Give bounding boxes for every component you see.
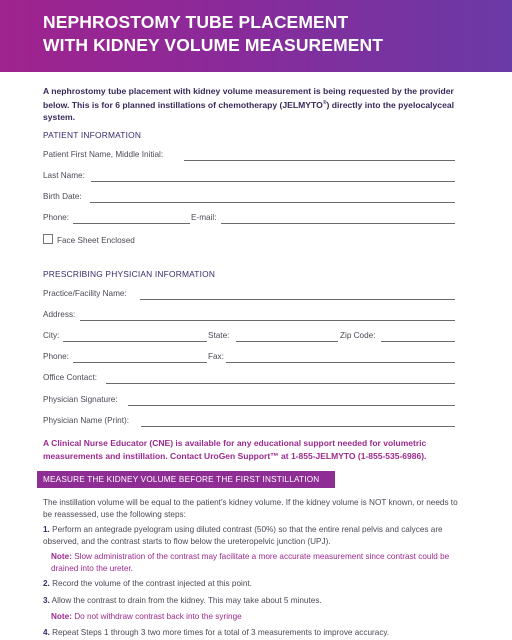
first-name-label: Patient First Name, Middle Initial: bbox=[43, 150, 164, 159]
office-contact-field[interactable] bbox=[106, 383, 455, 384]
patient-email-label: E-mail: bbox=[191, 213, 217, 222]
page-title-line2: WITH KIDNEY VOLUME MEASUREMENT bbox=[43, 35, 384, 55]
patient-phone-field[interactable] bbox=[73, 223, 190, 224]
physician-name-row bbox=[43, 416, 455, 429]
first-name-row bbox=[43, 150, 455, 163]
step-4 bbox=[43, 627, 463, 639]
city-state-zip-row bbox=[43, 331, 455, 344]
note-2-text: Do not withdraw contrast back into the syringe bbox=[74, 612, 242, 621]
intro-text-end: ) directly into the pyelocalyceal system. bbox=[43, 100, 455, 123]
page-title-line1: NEPHROSTOMY TUBE PLACEMENT bbox=[43, 12, 349, 32]
signature-row bbox=[43, 395, 455, 408]
measure-intro: The instillation volume will be equal to the patient's kidney volume. If the kidney volume is NOT known, or needs to be reassessed, use the following steps: bbox=[43, 498, 458, 519]
face-sheet-option[interactable] bbox=[43, 234, 135, 245]
address-label: Address: bbox=[43, 310, 76, 319]
face-sheet-checkbox[interactable] bbox=[43, 234, 53, 244]
note-2 bbox=[51, 611, 463, 623]
city-field[interactable] bbox=[63, 341, 207, 342]
measure-heading: MEASURE THE KIDNEY VOLUME BEFORE THE FIRST INSTILLATION bbox=[43, 475, 320, 484]
birth-date-row bbox=[43, 192, 455, 205]
phone-fax-row bbox=[43, 352, 455, 365]
patient-email-field[interactable] bbox=[221, 223, 455, 224]
phone-email-row bbox=[43, 213, 455, 226]
step-2-text: Record the volume of the contrast injected at this point. bbox=[52, 579, 252, 588]
intro-paragraph bbox=[43, 85, 467, 124]
last-name-label: Last Name: bbox=[43, 171, 85, 180]
registered-mark: ® bbox=[322, 100, 327, 107]
last-name-field[interactable] bbox=[91, 181, 455, 182]
physician-name-field[interactable] bbox=[141, 426, 455, 427]
cne-notice: A Clinical Nurse Educator (CNE) is available for any educational support needed for volumetric measurements and instillation. Contact UroGen Support™ at 1-855-JELMYTO (1-855-535-6986). bbox=[43, 438, 427, 461]
step-3-number: 3. bbox=[43, 596, 50, 605]
zip-field[interactable] bbox=[381, 341, 455, 342]
office-contact-row bbox=[43, 373, 455, 386]
patient-info-heading: PATIENT INFORMATION bbox=[43, 130, 142, 140]
patient-phone-label: Phone: bbox=[43, 213, 69, 222]
step-2 bbox=[43, 578, 463, 590]
step-4-number: 4. bbox=[43, 628, 50, 637]
physician-phone-field[interactable] bbox=[73, 362, 207, 363]
signature-field[interactable] bbox=[128, 405, 455, 406]
step-1 bbox=[43, 524, 463, 547]
header-banner bbox=[0, 0, 512, 72]
measure-section-bar bbox=[37, 471, 335, 488]
last-name-row bbox=[43, 171, 455, 184]
step-2-number: 2. bbox=[43, 579, 50, 588]
zip-label: Zip Code: bbox=[340, 331, 376, 340]
physician-name-label: Physician Name (Print): bbox=[43, 416, 129, 425]
address-row bbox=[43, 310, 455, 323]
note-1 bbox=[51, 551, 463, 574]
note-1-text: Slow administration of the contrast may facilitate a more accurate measurement since contrast could be drained into the ureter. bbox=[51, 552, 450, 573]
fax-field[interactable] bbox=[226, 362, 455, 363]
signature-label: Physician Signature: bbox=[43, 395, 118, 404]
step-1-text: Perform an antegrade pyelogram using diluted contrast (50%) so that the entire renal pelvis and calyces are observed, and the contrast starts to flow below the ureteropelvic junction (UPJ). bbox=[43, 525, 443, 546]
office-contact-label: Office Contact: bbox=[43, 373, 98, 382]
fax-label: Fax: bbox=[208, 352, 224, 361]
city-label: City: bbox=[43, 331, 60, 340]
address-field[interactable] bbox=[80, 320, 455, 321]
practice-field[interactable] bbox=[140, 299, 455, 300]
birth-date-label: Birth Date: bbox=[43, 192, 82, 201]
state-label: State: bbox=[208, 331, 230, 340]
step-3 bbox=[43, 595, 463, 607]
face-sheet-label: Face Sheet Enclosed bbox=[57, 236, 135, 245]
note-2-label: Note: bbox=[51, 612, 72, 621]
step-3-text: Allow the contrast to drain from the kidney. This may take about 5 minutes. bbox=[51, 596, 322, 605]
intro-text: A nephrostomy tube placement with kidney volume measurement is being requested by the provider below. This is for 6 planned instillations of chemotherapy (JELMYTO bbox=[43, 86, 454, 111]
note-1-label: Note: bbox=[51, 552, 72, 561]
physician-phone-label: Phone: bbox=[43, 352, 69, 361]
physician-info-heading: PRESCRIBING PHYSICIAN INFORMATION bbox=[43, 269, 216, 279]
birth-date-field[interactable] bbox=[90, 202, 455, 203]
first-name-field[interactable] bbox=[184, 160, 455, 161]
state-field[interactable] bbox=[236, 341, 338, 342]
step-1-number: 1. bbox=[43, 525, 50, 534]
step-4-text: Repeat Steps 1 through 3 two more times for a total of 3 measurements to improve accuracy. bbox=[52, 628, 390, 637]
practice-row bbox=[43, 289, 455, 302]
practice-label: Practice/Facility Name: bbox=[43, 289, 127, 298]
